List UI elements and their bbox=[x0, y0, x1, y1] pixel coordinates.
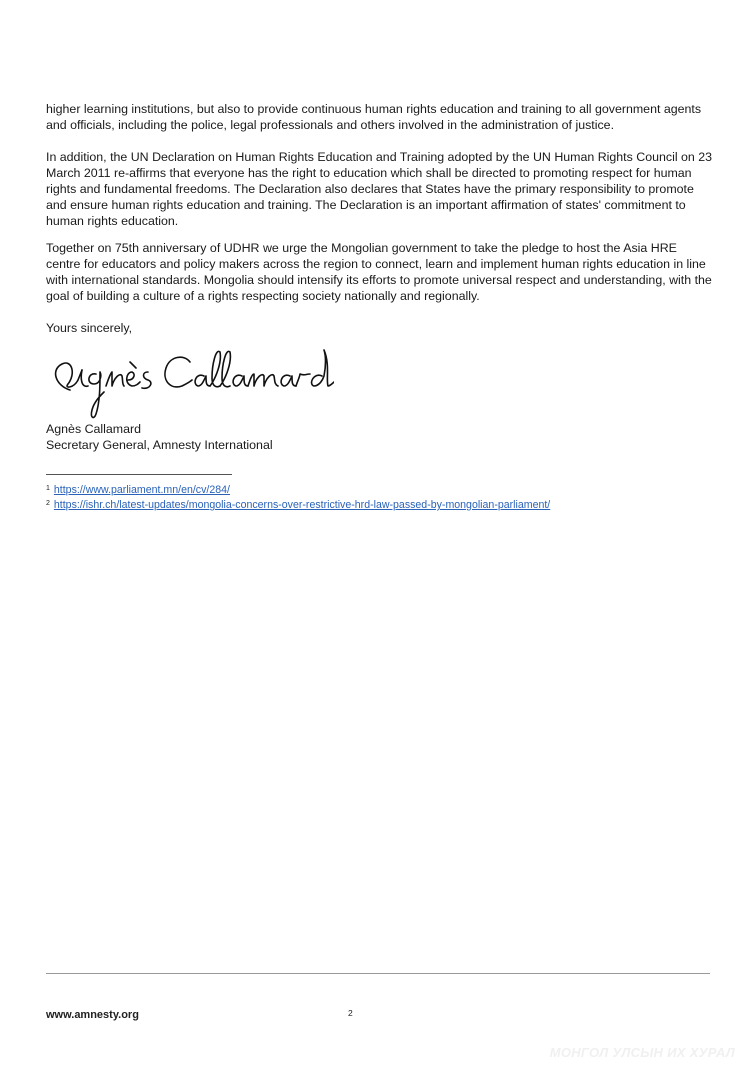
footnote-1-number: 1 bbox=[46, 485, 50, 492]
signer-title: Secretary General, Amnesty International bbox=[46, 438, 273, 452]
watermark: МОНГОЛ УЛСЫН ИХ ХУРАЛ bbox=[549, 1045, 735, 1060]
footnote-2-link[interactable]: https://ishr.ch/latest-updates/mongolia-concerns-over-restrictive-hrd-law-passed-by-mongolian-parliament/ bbox=[53, 499, 551, 511]
letter-paragraph-1: higher learning institutions, but also to provide continuous human rights education and training to all government agents and officials, including the police, legal professionals and others involved in the administration of justice. bbox=[46, 102, 702, 132]
footnote-1-link[interactable]: https://www.parliament.mn/en/cv/284/ bbox=[53, 484, 230, 496]
letter-paragraph-2: In addition, the UN Declaration on Human Rights Education and Training adopted by the UN Human Rights Council on 23 March 2011 re-affirms that everyone has the right to education which shall be directed to promoting respect for human rights and fundamental freedoms. The Declaration also declares that States have the primary responsibility to promote and ensure human rights education and training. The Declaration is an important affirmation of states' commitment to human rights education. bbox=[46, 150, 713, 228]
footnotes bbox=[46, 482, 706, 512]
footnote-divider bbox=[46, 474, 232, 475]
signer-name: Agnès Callamard bbox=[46, 422, 142, 436]
footnote-1 bbox=[46, 482, 706, 497]
handwritten-signature bbox=[44, 340, 334, 422]
footer-divider bbox=[46, 973, 710, 974]
footnote-2 bbox=[46, 497, 706, 512]
footnote-2-number: 2 bbox=[46, 500, 50, 507]
footer-website: www.amnesty.org bbox=[46, 1009, 139, 1021]
page-number: 2 bbox=[348, 1008, 353, 1018]
letter-closing: Yours sincerely, bbox=[46, 321, 133, 335]
signer-block bbox=[46, 421, 714, 453]
letter-paragraph-3: Together on 75th anniversary of UDHR we urge the Mongolian government to take the pledge to host the Asia HRE centre for educators and policy makers across the region to connect, learn and implement human rights education in line with international standards. Mongolia should intensify its efforts to promote universal respect and understanding, with the goal of building a culture of a rights respecting society nationally and regionally. bbox=[46, 241, 712, 303]
